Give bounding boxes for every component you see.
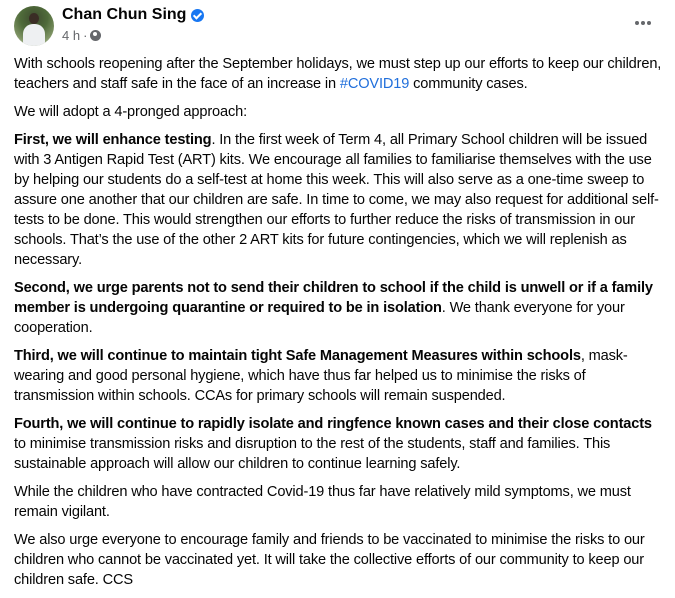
paragraph-text: to minimise transmission risks and disruption to the rest of the students, staff and families. This sustainable approach will allow our children to continue learning safely.	[14, 436, 611, 472]
more-options-icon	[635, 21, 639, 25]
paragraph-text: . In the first week of Term 4, all Primary School children will be issued with 3 Antigen Rapid Test (ART) kits. We encourage all families to familiarise themselves with the use by helping our students do a self-test at home this week. This will also serve as a one-time sweep to assure one another that our children are safe. In time to come, we may also request for additional self-tests to be done. This would strengthen our efforts to further reduce the risks of transmission in our schools. That’s the use of the other 2 ART kits for future contingencies, which we will replenish as necessary.	[14, 132, 659, 268]
paragraph-bold-lead: Third, we will continue to maintain tight Safe Management Measures within schools	[14, 348, 581, 364]
post-paragraph-vigilant: While the children who have contracted Covid-19 thus far have relatively mild symptoms, we must remain vigilant.	[14, 484, 631, 520]
author-avatar[interactable]	[14, 6, 54, 46]
paragraph-bold-lead: First, we will enhance testing	[14, 132, 212, 148]
paragraph-text: With schools reopening after the September holidays, we must step up our efforts to keep our children, teachers and staff safe in the face of an increase in	[14, 56, 662, 92]
avatar-body	[23, 24, 45, 46]
avatar-head	[29, 13, 39, 24]
author-row	[62, 6, 204, 24]
post-timestamp[interactable]: 4 h	[62, 28, 81, 43]
globe-icon[interactable]	[90, 30, 101, 41]
paragraph-text: , mask-wearing and good personal hygiene, which have thus far helped us to minimise the risks of transmission within schools. CCAs for primary schools will remain suspended.	[14, 348, 628, 404]
more-options-icon	[647, 21, 651, 25]
paragraph-bold-lead: Second, we urge parents not to send their children to school if the child is unwell or if a family member is undergoing quarantine or required to be in isolation	[14, 280, 653, 316]
meta-separator: ·	[83, 28, 88, 43]
more-options-icon	[641, 21, 645, 25]
paragraph-text: . We thank everyone for your cooperation.	[14, 300, 625, 336]
more-options-button[interactable]	[630, 13, 656, 33]
verified-badge-icon	[191, 9, 204, 22]
paragraph-bold-lead: Fourth, we will continue to rapidly isolate and ringfence known cases and their close contacts	[14, 416, 652, 432]
post-paragraph-third	[14, 346, 664, 406]
post-paragraph-fourth	[14, 414, 664, 474]
hashtag-link[interactable]: #COVID19	[339, 76, 410, 92]
paragraph-text: community cases.	[409, 76, 528, 92]
post-meta	[62, 28, 101, 43]
post-paragraph-approach: We will adopt a 4-pronged approach:	[14, 104, 247, 120]
post-paragraph-intro	[14, 54, 664, 94]
post-paragraph-closing: We also urge everyone to encourage family and friends to be vaccinated to minimise the risks to our children who cannot be vaccinated yet. It will take the collective efforts of our community to keep our children safe. CCS	[14, 532, 645, 588]
author-name[interactable]: Chan Chun Sing	[62, 6, 187, 23]
post-paragraph-second	[14, 278, 664, 338]
post-body	[14, 54, 664, 598]
post-header	[0, 0, 675, 52]
post-paragraph-first	[14, 130, 664, 270]
